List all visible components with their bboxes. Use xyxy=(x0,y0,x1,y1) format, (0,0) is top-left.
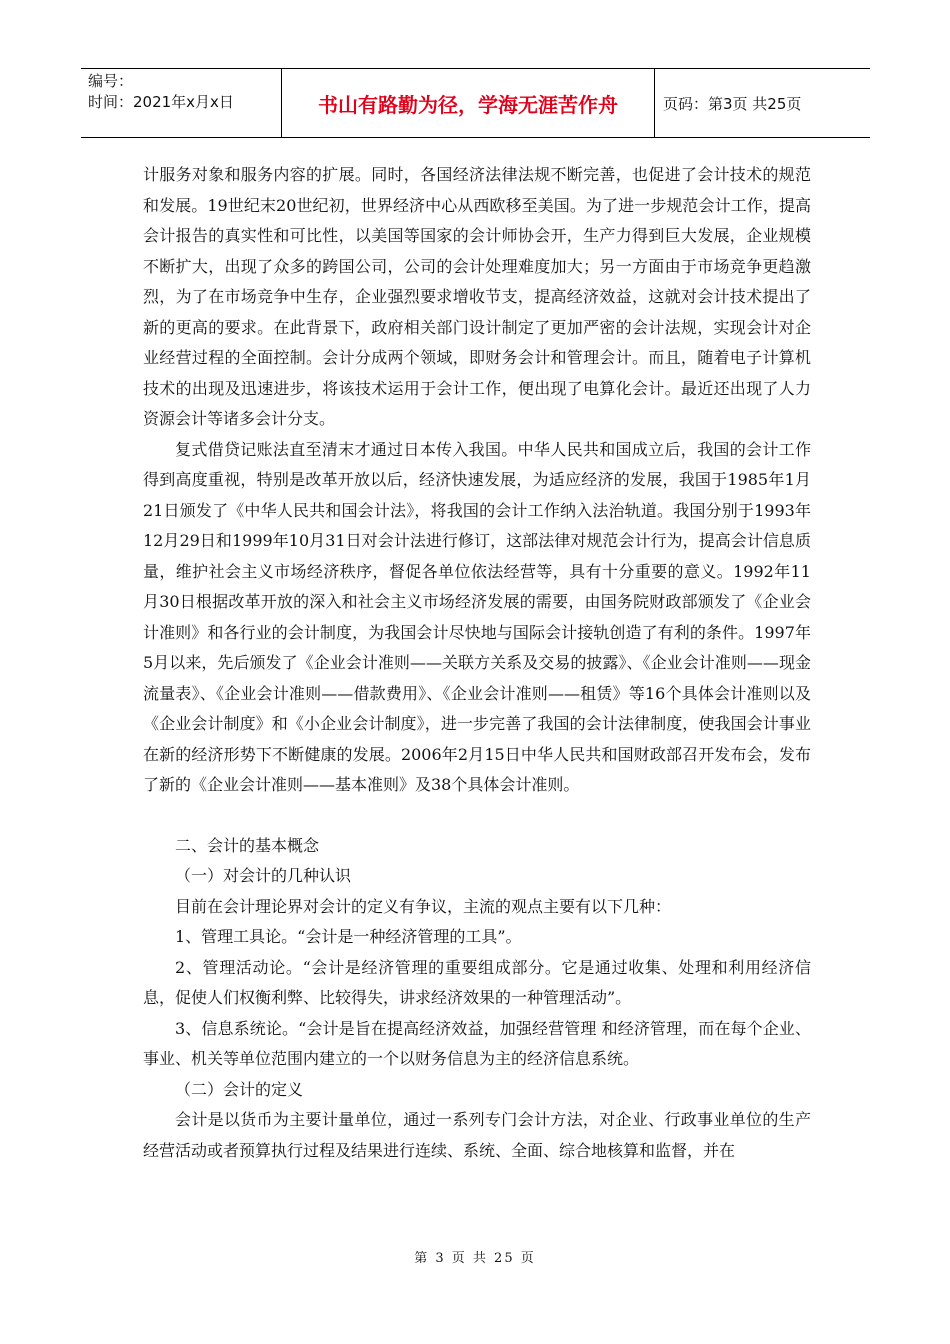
document-body xyxy=(143,160,811,1166)
page-footer: 第 3 页 共 25 页 xyxy=(414,1251,536,1266)
header-motto: 书山有路勤为径，学海无涯苦作舟 xyxy=(282,69,655,137)
paragraph: 目前在会计理论界对会计的定义有争议，主流的观点主要有以下几种： xyxy=(175,896,672,916)
paragraph: 会计是以货币为主要计量单位，通过一系列专门会计方法，对企业、行政事业单位的生产经营活动或者预算执行过程及结果进行连续、系统、全面、综合地核算和监督，并在 xyxy=(143,1110,811,1160)
list-item: 1、管理工具论。“会计是一种经济管理的工具”。 xyxy=(175,927,522,946)
list-item: 2、管理活动论。“会计是经济管理的重要组成部分。它是通过收集、处理和利用经济信息，促使人们权衡利弊、比较得失，讲求经济效果的一种管理活动”。 xyxy=(143,957,811,1007)
document-id-label: 编号： xyxy=(88,72,134,90)
subsection-heading: （二）会计的定义 xyxy=(175,1079,304,1099)
section-heading: 二、会计的基本概念 xyxy=(175,835,320,855)
subsection-heading: （一）对会计的几种认识 xyxy=(175,866,352,885)
paragraph: 计服务对象和服务内容的扩展。同时，各国经济法律法规不断完善，也促进了会计技术的规范和发展。19世纪末20世纪初，世界经济中心从西欧移至美国。为了进一步规范会计工作，提高会计报告的真实性和可比性，以美国等国家的会计师协会开，生产力得到巨大发展，企业规模不断扩大，出现了众多的跨国公司，公司的会计处理难度加大；另一方面由于市场竞争更趋激烈，为了在市场竞争中生存，企业强烈要求增收节支，提高经济效益，这就对会计技术提出了新的更高的要求。在此背景下，政府相关部门设计制定了更加严密的会计法规，实现会计对企业经营过程的全面控制。会计分成两个领域，即财务会计和管理会计。而且，随着电子计算机技术的出现及迅速进步，将该技术运用于会计工作，便出现了电算化会计。最近还出现了人力资源会计等诸多会计分支。 xyxy=(143,165,811,428)
paragraph: 复式借贷记账法直至清末才通过日本传入我国。中华人民共和国成立后，我国的会计工作得到高度重视，特别是改革开放以后，经济快速发展，为适应经济的发展，我国于1985年1月21日颁发了《中华人民共和国会计法》，将我国的会计工作纳入法治轨道。我国分别于1993年12月29日和1999年10月31日对会计法进行修订，这部法律对规范会计行为，提高会计信息质量，维护社会主义市场经济秩序，督促各单位依法经营等，具有十分重要的意义。1992年11月30日根据改革开放的深入和社会主义市场经济发展的需要，由国务院财政部颁发了《企业会计准则》和各行业的会计制度，为我国会计尽快地与国际会计接轨创造了有利的条件。1997年5月以来，先后颁发了《企业会计准则——关联方关系及交易的披露》、《企业会计准则——现金流量表》、《企业会计准则——借款费用》、《企业会计准则——租赁》等16个具体会计准则以及《企业会计制度》和《小企业会计制度》，进一步完善了我国的会计法律制度，使我国会计事业在新的经济形势下不断健康的发展。2006年2月15日中华人民共和国财政部召开发布会，发布了新的《企业会计准则——基本准则》及38个具体会计准则。 xyxy=(143,439,811,794)
page-header xyxy=(81,68,870,138)
list-item: 3、信息系统论。“会计是旨在提高经济效益，加强经营管理 和经济管理，而在每个企业、事业、机关等单位范围内建立的一个以财务信息为主的经济信息系统。 xyxy=(143,1018,811,1068)
header-page-info: 页码：第3页 共25页 xyxy=(663,94,802,113)
document-time: 时间：2021年x月x日 xyxy=(88,93,234,111)
header-meta xyxy=(81,69,282,137)
